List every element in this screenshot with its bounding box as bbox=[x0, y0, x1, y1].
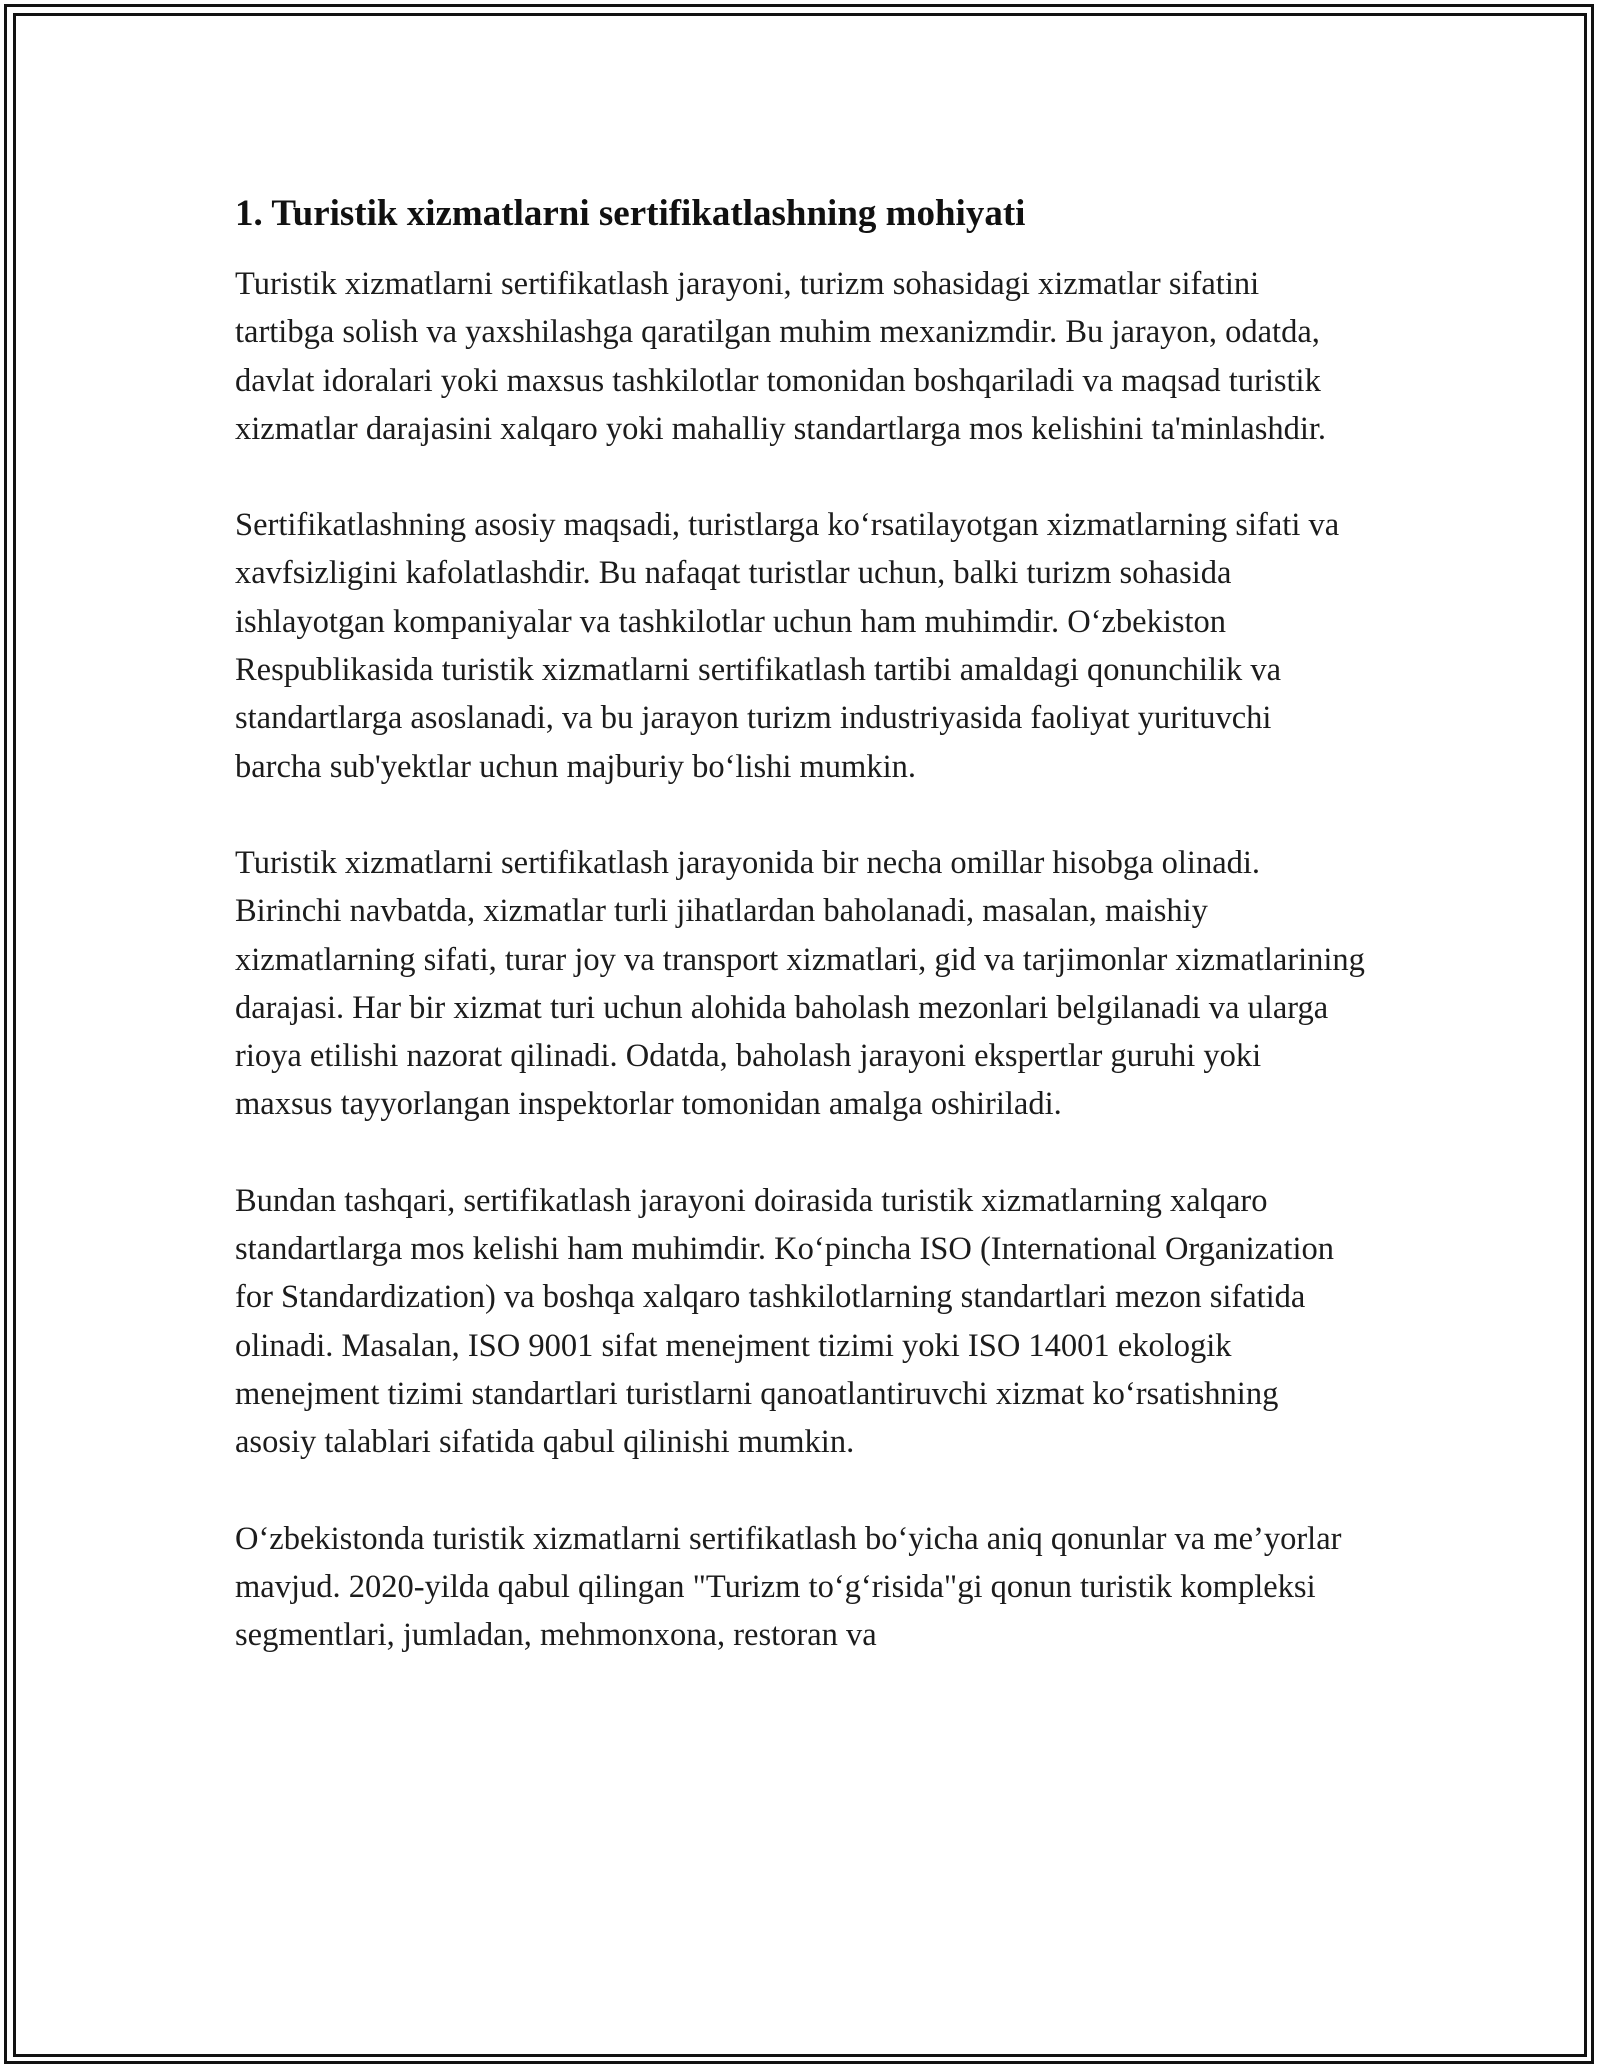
paragraph-3: Turistik xizmatlarni sertifikatlash jarayonida bir necha omillar hisobga olinadi. Birinchi navbatda, xizmatlar turli jihatlardan baholanadi, masalan, maishiy xizmatlarning sifati, turar joy va transport xizmatlari, gid va tarjimonlar xizmatlarining darajasi. Har bir xizmat turi uchun alohida baholash mezonlari belgilanadi va ularga rioya etilishi nazorat qilinadi. Odatda, baholash jarayoni ekspertlar guruhi yoki maxsus tayyorlangan inspektorlar tomonidan amalga oshiriladi. bbox=[235, 844, 1365, 1123]
paragraph-2: Sertifikatlashning asosiy maqsadi, turistlarga ko‘rsatilayotgan xizmatlarning sifati va xavfsizligini kafolatlashdir. Bu nafaqat turistlar uchun, balki turizm sohasida ishlayotgan kompaniyalar va tashkilotlar uchun ham muhimdir. O‘zbekiston Respublikasida turistik xizmatlarni sertifikatlash tartibi amaldagi qonunchilik va standartlarga asoslanadi, va bu jarayon turizm industriyasida faoliyat yurituvchi barcha sub'yektlar uchun majburiy bo‘lishi mumkin. bbox=[235, 507, 1340, 785]
document-body bbox=[235, 186, 1365, 1707]
paragraph-1: Turistik xizmatlarni sertifikatlash jarayoni, turizm sohasidagi xizmatlar sifatini tartibga solish va yaxshilashga qaratilgan muhim mexanizmdir. Bu jarayon, odatda, davlat idoralari yoki maxsus tashkilotlar tomonidan boshqariladi va maqsad turistik xizmatlar darajasini xalqaro yoki mahalliy standartlarga mos kelishini ta'minlashdir. bbox=[235, 266, 1327, 447]
paragraph-5: O‘zbekistonda turistik xizmatlarni sertifikatlash bo‘yicha aniq qonunlar va me’yorlar mavjud. 2020-yilda qabul qilingan "Turizm to‘g‘risida"gi qonun turistik kompleksi segmentlari, jumladan, mehmonxona, restoran va bbox=[235, 1520, 1342, 1654]
paragraph-4: Bundan tashqari, sertifikatlash jarayoni doirasida turistik xizmatlarning xalqaro standartlarga mos kelishi ham muhimdir. Ko‘pincha ISO (International Organization for Standardization) va boshqa xalqaro tashkilotlarning standartlari mezon sifatida olinadi. Masalan, ISO 9001 sifat menejment tizimi yoki ISO 14001 ekologik menejment tizimi standartlari turistlarni qanoatlantiruvchi xizmat ko‘rsatishning asosiy talablari sifatida qabul qilinishi mumkin. bbox=[235, 1182, 1335, 1461]
section-heading: 1. Turistik xizmatlarni sertifikatlashning mohiyati bbox=[235, 193, 1026, 234]
